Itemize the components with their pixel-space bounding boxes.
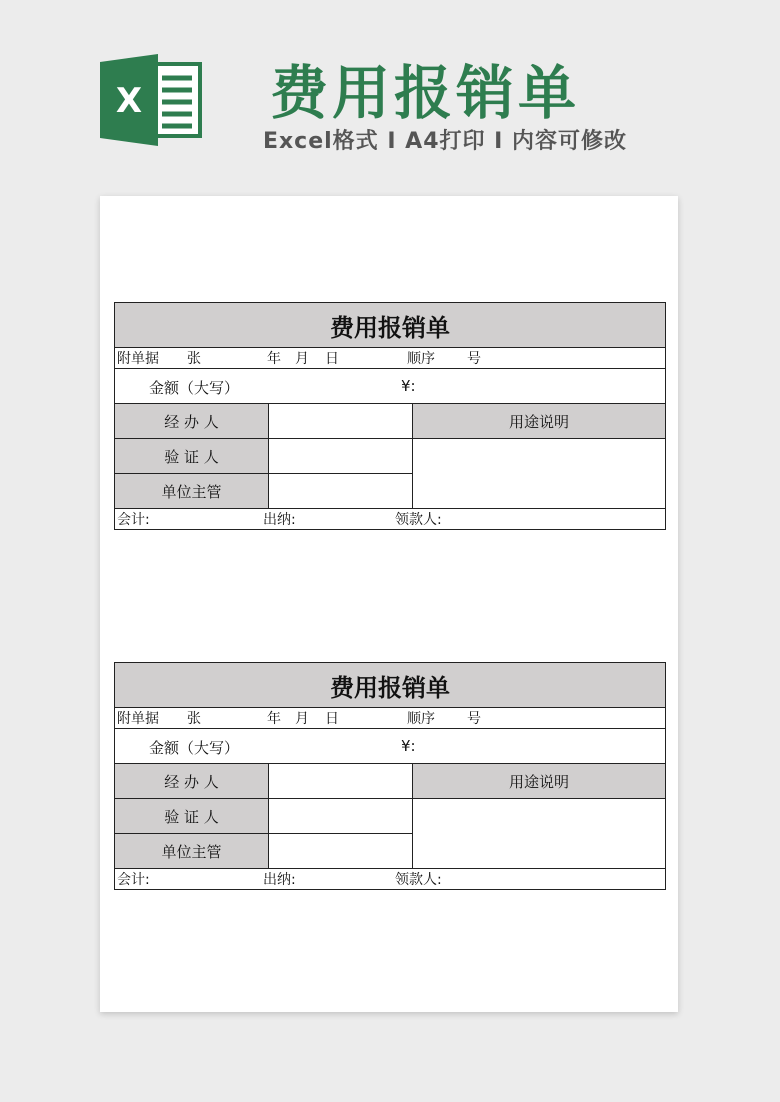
purpose-cell[interactable] [413,799,666,869]
paper-sheet [100,196,678,1012]
order-label: 顺序 [407,351,435,367]
expense-form-2 [114,662,665,890]
page-subtitle: Excel格式 I A4打印 I 内容可修改 [262,129,628,154]
verifier-cell[interactable] [269,439,413,474]
month-label: 月 [295,711,309,727]
handler-label: 经 办 人 [115,404,269,439]
cashier-label: 出纳: [263,512,296,528]
attachment-row [115,348,666,369]
attach-label: 附单据 [117,351,159,367]
payee-label: 领款人: [395,512,442,528]
form-table [114,302,666,530]
zhang-label: 张 [187,711,201,727]
yen-label: ¥: [401,377,416,395]
expense-form-1 [114,302,665,530]
order-label: 顺序 [407,711,435,727]
hao-label: 号 [467,711,481,727]
year-label: 年 [267,351,281,367]
day-label: 日 [325,711,339,727]
handler-label: 经 办 人 [115,764,269,799]
excel-logo-icon [100,54,204,146]
payee-label: 领款人: [395,872,442,888]
signature-row [115,869,666,890]
form-table [114,662,666,890]
year-label: 年 [267,711,281,727]
amount-row [115,729,666,764]
attach-label: 附单据 [117,711,159,727]
accountant-label: 会计: [117,872,150,888]
svg-text:X: X [115,81,143,121]
supervisor-label: 单位主管 [115,834,269,869]
cashier-label: 出纳: [263,872,296,888]
header [0,0,780,190]
yen-label: ¥: [401,737,416,755]
accountant-label: 会计: [117,512,150,528]
purpose-label: 用途说明 [413,404,666,439]
supervisor-cell[interactable] [269,474,413,509]
attachment-row [115,708,666,729]
verifier-label: 验 证 人 [115,439,269,474]
purpose-cell[interactable] [413,439,666,509]
handler-cell[interactable] [269,404,413,439]
day-label: 日 [325,351,339,367]
amount-label: 金额（大写） [149,379,240,397]
form-title: 费用报销单 [115,663,666,708]
form-title: 费用报销单 [115,303,666,348]
page-title: 费用报销单 [269,59,580,127]
signature-row [115,509,666,530]
verifier-cell[interactable] [269,799,413,834]
zhang-label: 张 [187,351,201,367]
amount-row [115,369,666,404]
purpose-label: 用途说明 [413,764,666,799]
supervisor-label: 单位主管 [115,474,269,509]
month-label: 月 [295,351,309,367]
amount-label: 金额（大写） [149,739,240,757]
verifier-label: 验 证 人 [115,799,269,834]
supervisor-cell[interactable] [269,834,413,869]
handler-cell[interactable] [269,764,413,799]
hao-label: 号 [467,351,481,367]
